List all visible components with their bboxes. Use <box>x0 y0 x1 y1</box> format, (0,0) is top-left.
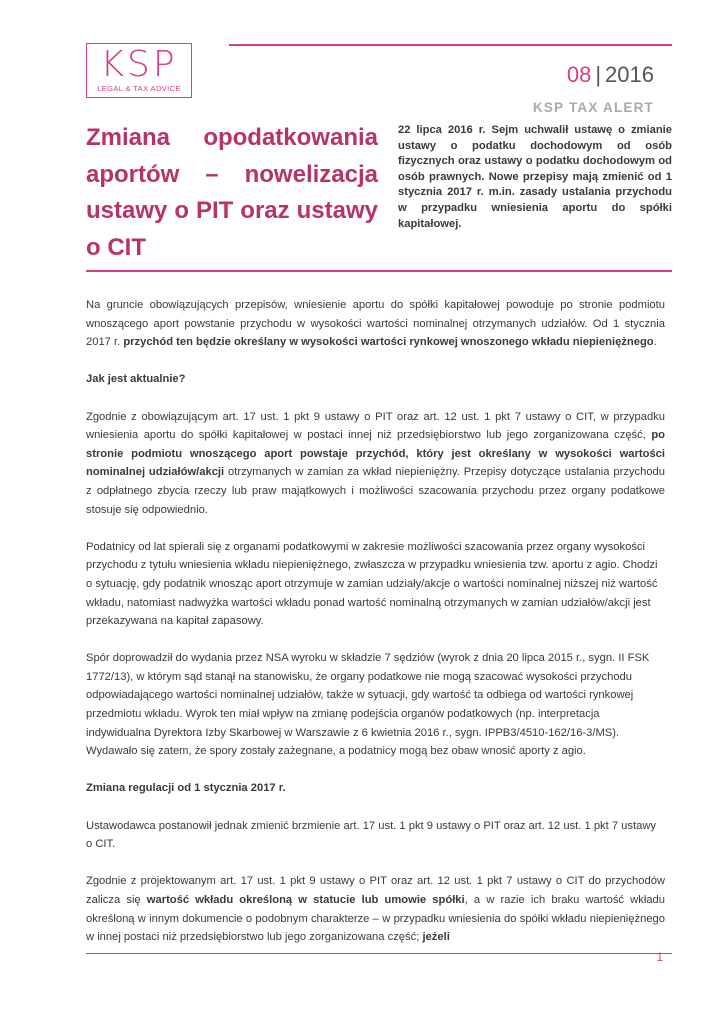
article-body <box>86 296 665 965</box>
logo-tagline: LEGAL & TAX ADVICE <box>97 84 181 93</box>
paragraph-text: . <box>653 336 657 349</box>
emphasis-text: jeżeli <box>422 931 450 944</box>
paragraph-text: , a w razie ich braku wartość wkładu określoną w innym dokumencie o podobnym charakterze – w przypadku wniesienia do spółki wkładu niepieniężnego w innej postaci niż przedsiębiorstwo lub jego zorganizowana część; <box>86 894 665 944</box>
emphasis-text: przychód ten będzie określany w wysokości wartości rynkowej wnoszonego wkładu niepieniężnego <box>123 336 654 349</box>
paragraph-nsa-ruling: Spór doprowadził do wydania przez NSA wyroku w składzie 7 sędziów (wyrok z dnia 20 lipca 2015 r., sygn. II FSK 1772/13), w którym sąd stanął na stanowisku, że organy podatkowe nie mogą szacować wysokości przychodu odpowiadającego wartości nominalnej udziałów, także w sytuacji, gdy wartość ta odbiega od wartości rynkowej przedmiotu wkładu. Wyrok ten miał wpływ na zmianę podejścia organów podatkowych (np. interpretacja indywidualna Dyrektora Izby Skarbowej w Warszawie z 6 kwietnia 2016 r., sygn. IPPB3/4510-162/16-3/MS). Wydawało się zatem, że spory zostały zażegnane, a podatnicy mogą bez obaw wnosić aporty z agio. <box>86 652 650 758</box>
paragraph-text: Zgodnie z obowiązującym art. 17 ust. 1 pkt 9 ustawy o PIT oraz art. 12 ust. 1 pkt 7 ustawy o CIT, w przypadku wniesienia aportu do spółki kapitałowej w postaci innej niż przedsiębiorstwo lub jego zorganizowana część, <box>86 410 665 442</box>
issue-label <box>567 62 654 88</box>
lead-paragraph: 22 lipca 2016 r. Sejm uchwalił ustawę o zmianie ustawy o podatku dochodowym od osób fizycznych oraz ustawy o podatku dochodowym od osób prawnych. Nowe przepisy mają zmienić od 1 stycznia 2017 r. m.in. zasady ustalania przychodu w przypadku wniesienia aportu do spółki kapitałowej. <box>398 124 672 230</box>
paragraph-draft-law <box>86 872 665 946</box>
issue-separator: | <box>595 62 602 87</box>
paragraph-current-law <box>86 408 665 520</box>
footer-divider <box>86 953 672 954</box>
section-heading-change: Zmiana regulacji od 1 stycznia 2017 r. <box>86 782 286 795</box>
paragraph-intro <box>86 296 665 352</box>
alert-label: KSP TAX ALERT <box>532 100 654 115</box>
section-heading-current: Jak jest aktualnie? <box>86 373 186 386</box>
issue-number: 08 <box>566 62 592 87</box>
paragraph-text: Zgodnie z projektowanym art. 17 ust. 1 pkt 9 ustawy o PIT oraz art. 12 ust. 1 pkt 7 ustawy o CIT do przychodów zalicza się <box>86 875 665 906</box>
paragraph-text: otrzymanych w zamian za wkład niepieniężny. Przepisy dotyczące ustalania przychodu z odpłatnego zbycia rzeczy lub praw majątkowych i możliwości szacowania przychodu przez organy podatkowe stosuje się odpowiednio. <box>86 466 665 516</box>
title-divider <box>86 270 672 272</box>
paragraph-text: Na gruncie obowiązujących przepisów, wniesienie aportu do spółki kapitałowej powoduje po stronie podmiotu wnoszącego aport powstanie przychodu w wysokości wartości nominalnej otrzymanych udziałów. Od 1 stycznia 2017 r. <box>86 299 665 349</box>
page-number: 1 <box>656 950 663 964</box>
issue-year: 2016 <box>605 62 654 87</box>
logo-wordmark: KSP <box>100 44 178 85</box>
emphasis-text: wartość wkładu określoną w statucie lub umowie spółki <box>146 894 465 906</box>
paragraph-legislator: Ustawodawca postanowił jednak zmienić brzmienie art. 17 ust. 1 pkt 9 ustawy o PIT oraz art. 12 ust. 1 pkt 7 ustawy o CIT. <box>86 819 657 851</box>
emphasis-text: po stronie podmiotu wnoszącego aport powstaje przychód, który jest określany w wysokości wartości nominalnej udziałów/akcji <box>86 429 665 479</box>
paragraph-dispute: Podatnicy od lat spierali się z organami podatkowymi w zakresie możliwości szacowania przez organy wysokości przychodu z tytułu wniesienia wkładu niepieniężnego, zwłaszcza w przypadku wniesienia tzw. aportu z agio. Chodzi o sytuację, gdy podatnik wnosząc aport otrzymuje w zamian udziały/akcje o wartości nominalnej niższej niż wartość wkładu, natomiast nadwyżka wartości wkładu ponad wartość nominalną otrzymanych w zamian udziałów/akcji jest przekazywana na kapitał zapasowy. <box>86 540 658 628</box>
page-title: Zmiana opodatkowania aportów – nowelizacja ustawy o PIT oraz ustawy o CIT <box>86 124 378 261</box>
header-divider <box>229 44 672 46</box>
ksp-logo <box>86 43 192 98</box>
